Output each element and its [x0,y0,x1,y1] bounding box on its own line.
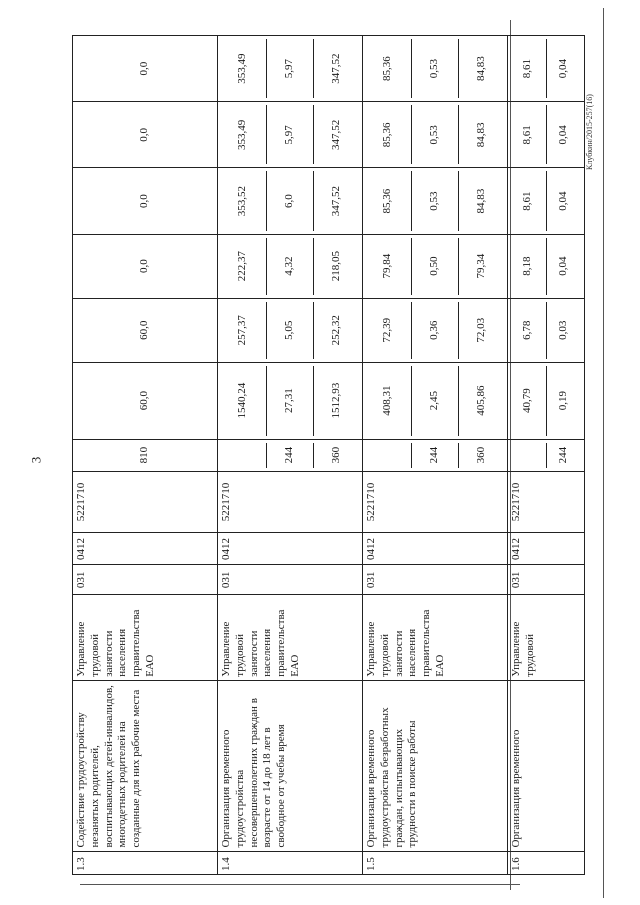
cell-value: 0,04 [546,105,583,164]
v4-stack [75,171,215,230]
value-2016 [73,234,218,298]
page-number: 3 [28,456,44,464]
table-row [508,36,585,875]
cell-value: 1540,24 [236,382,249,419]
cell-value: 60,0 [138,391,151,411]
vr-code [218,439,363,471]
v2-stack [365,302,505,359]
v6-stack [365,39,505,98]
v2-stack [75,302,215,359]
cell-value: 257,37 [236,315,249,346]
cell-value: 0,19 [546,366,583,436]
cell-value: 353,49 [236,119,249,151]
scan-line-bottom [80,884,520,885]
cell-value: 0,53 [411,171,458,230]
value-2018 [508,102,585,168]
cell-value [510,443,546,468]
cell-value: 6,0 [266,171,313,230]
vr-code [73,439,218,471]
value-2019 [218,36,363,102]
cell-value: 79,84 [381,253,394,279]
cell-value: 72,39 [381,317,394,343]
cell-value: 222,37 [236,251,249,282]
executor: Управление трудовой занятости населения правительства ЕАО [363,595,508,680]
rzpr-code: 0412 [218,533,363,565]
csr-code: 5221710 [508,471,585,533]
value-2019 [73,36,218,102]
value-2018 [218,102,363,168]
vr-code [508,439,585,471]
v6-stack [220,39,360,98]
v1-stack [220,366,360,436]
value-2018 [73,102,218,168]
cell-value: 85,36 [381,56,394,82]
cell-value: 810 [138,446,151,464]
v6-stack [75,39,215,98]
grbs-code: 031 [508,565,585,595]
value-total [508,362,585,439]
row-number: 1.6 [508,851,585,874]
table-row [73,36,218,875]
value-2016 [218,234,363,298]
csr-code: 5221710 [73,471,218,533]
cell-value: 0,50 [411,238,458,295]
csr-code: 5221710 [218,471,363,533]
cell-value: 5,05 [266,302,313,359]
cell-value: 347,52 [313,39,360,98]
value-2017 [73,168,218,234]
executor: Управление трудовой занятости населения правительства ЕАО [73,595,218,680]
rzpr-code: 0412 [363,533,508,565]
value-total [73,362,218,439]
value-2016 [363,234,508,298]
cell-value: 244 [266,443,313,468]
cell-value: 0,04 [546,39,583,98]
v2-stack [220,302,360,359]
measure-name: Организация временного трудоустройства безработных граждан, испытывающих трудности в поиске работы [363,680,508,851]
cell-value: 405,86 [458,366,505,436]
cell-value: 79,34 [458,238,505,295]
cell-value: 353,52 [236,185,249,217]
cell-value: 84,83 [458,39,505,98]
cell-value: 27,31 [266,366,313,436]
cell-value: 218,05 [313,238,360,295]
cell-value [220,443,266,468]
footer-stamp: Клубкин/2015-257(16) [585,94,594,170]
cell-value: 252,32 [313,302,360,359]
grbs-code: 031 [363,565,508,595]
cell-value: 347,52 [313,171,360,230]
cell-value: 353,49 [236,53,249,84]
cell-value: 347,52 [313,105,360,164]
value-2015 [508,298,585,362]
vr-stack [220,443,360,468]
executor: Управление трудовой [508,595,585,680]
v1-stack [510,366,582,436]
value-2017 [508,168,585,234]
cell-value: 85,36 [381,122,394,148]
cell-value: 0,04 [546,171,583,230]
value-2017 [218,168,363,234]
rzpr-code: 0412 [508,533,585,565]
value-2017 [363,168,508,234]
v4-stack [220,171,360,230]
cell-value: 72,03 [458,302,505,359]
v5-stack [220,105,360,164]
cell-value: 0,36 [411,302,458,359]
cell-value: 2,45 [411,366,458,436]
cell-value: 0,0 [138,194,151,208]
cell-value: 0,53 [411,39,458,98]
cell-value: 8,61 [520,191,533,211]
v6-stack [510,39,582,98]
cell-value [365,443,411,468]
vr-stack [365,443,505,468]
cell-value: 244 [546,443,583,468]
rotated-table-wrap [72,35,582,875]
cell-value: 0,0 [138,61,151,76]
cell-value: 0,04 [546,238,583,295]
cell-value: 84,83 [458,105,505,164]
v5-stack [510,105,582,164]
cell-value: 40,79 [520,388,533,413]
value-2018 [363,102,508,168]
table-row [218,36,363,875]
v2-stack [510,302,582,359]
cell-value: 0,03 [546,302,583,359]
v3-stack [510,238,582,295]
cell-value: 5,97 [266,39,313,98]
measure-name: Организация временного [508,680,585,851]
cell-value: 8,18 [520,256,533,276]
cell-value: 0,0 [138,259,151,274]
v4-stack [365,171,505,230]
cell-value: 1512,93 [313,366,360,436]
cell-value: 408,31 [381,385,394,416]
v5-stack [75,105,215,164]
value-total [218,362,363,439]
cell-value: 244 [411,443,458,468]
grbs-code: 031 [73,565,218,595]
table-row [363,36,508,875]
row-number: 1.3 [73,851,218,874]
v3-stack [220,238,360,295]
cell-value: 0,53 [411,105,458,164]
cell-value: 85,36 [381,188,394,214]
value-2015 [73,298,218,362]
csr-code: 5221710 [363,471,508,533]
value-2015 [218,298,363,362]
executor: Управление трудовой занятости населения правительства ЕАО [218,595,363,680]
rzpr-code: 0412 [73,533,218,565]
measure-name: Организация временного трудоустройства несовершеннолетних граждан в возрасте от 14 до 18 лет в свободное от учебы время [218,680,363,851]
value-2019 [363,36,508,102]
cell-value: 8,61 [520,59,533,79]
cell-value: 0,0 [138,128,151,142]
v4-stack [510,171,582,230]
cell-value: 84,83 [458,171,505,230]
cell-value: 60,0 [138,320,151,340]
row-number: 1.4 [218,851,363,874]
vr-stack [75,443,215,468]
v1-stack [75,366,215,436]
scan-line-right [603,8,604,898]
row-number: 1.5 [363,851,508,874]
v1-stack [365,366,505,436]
value-total [363,362,508,439]
vr-code [363,439,508,471]
value-2015 [363,298,508,362]
value-2016 [508,234,585,298]
cell-value: 6,78 [520,320,533,340]
grbs-code: 031 [218,565,363,595]
value-2019 [508,36,585,102]
v5-stack [365,105,505,164]
v3-stack [75,238,215,295]
measure-name: Содействие трудоустройству незанятых родителей, воспитывающих детей-инвалидов, многодетных родителей на созданные для них рабочие места [73,680,218,851]
cell-value: 8,61 [520,125,533,145]
vr-stack [510,443,582,468]
cell-value: 360 [313,443,360,468]
cell-value: 5,97 [266,105,313,164]
v3-stack [365,238,505,295]
cell-value: 360 [458,443,505,468]
cell-value: 4,32 [266,238,313,295]
budget-table [72,35,585,875]
